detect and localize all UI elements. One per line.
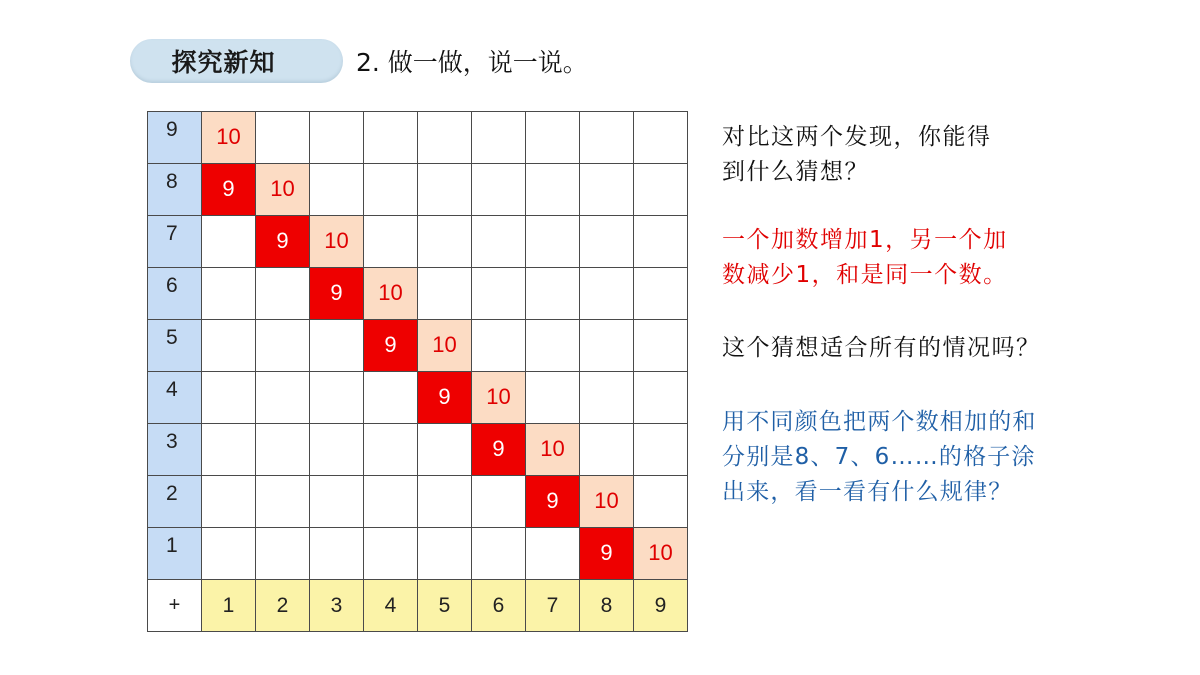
table-cell <box>202 476 256 528</box>
table-cell <box>472 216 526 268</box>
column-label: 8 <box>580 580 634 632</box>
table-cell <box>418 320 472 372</box>
table-cell <box>526 372 580 424</box>
table-row <box>148 320 688 372</box>
section-badge <box>130 39 343 83</box>
table-cell <box>310 424 364 476</box>
row-label <box>148 528 202 580</box>
question-2-line: 这个猜想适合所有的情况吗？ <box>722 335 1041 361</box>
table-cell <box>418 112 472 164</box>
row-label <box>148 424 202 476</box>
table-cell <box>580 268 634 320</box>
table-cell <box>256 424 310 476</box>
table-row <box>148 164 688 216</box>
table-cell <box>526 476 580 528</box>
table-row <box>148 372 688 424</box>
coloring-task <box>722 405 1037 510</box>
column-label: 7 <box>526 580 580 632</box>
table-row <box>148 216 688 268</box>
question-1-line-1: 对比这两个发现，你能得 <box>722 124 992 150</box>
column-label: 2 <box>256 580 310 632</box>
cell-value: 10 <box>324 227 349 253</box>
cell-value: 10 <box>594 487 619 513</box>
table-row <box>148 528 688 580</box>
table-cell <box>526 164 580 216</box>
column-label: 6 <box>472 580 526 632</box>
row-label <box>148 320 202 372</box>
table-cell <box>256 372 310 424</box>
row-label <box>148 476 202 528</box>
table-cell <box>310 112 364 164</box>
table-cell <box>310 476 364 528</box>
table-cell <box>472 424 526 476</box>
row-label <box>148 164 202 216</box>
row-label-text: 8 <box>166 170 178 193</box>
table-row <box>148 476 688 528</box>
table-cell <box>310 216 364 268</box>
table-row-header <box>148 580 688 632</box>
table-cell <box>256 528 310 580</box>
table-cell <box>472 112 526 164</box>
row-label-text: 1 <box>166 534 178 557</box>
table-cell <box>472 372 526 424</box>
plus-sign: + <box>148 580 202 632</box>
table-cell <box>634 528 688 580</box>
table-cell <box>310 528 364 580</box>
task-title: 2. 做一做，说一说。 <box>356 48 588 77</box>
table-cell <box>202 164 256 216</box>
table-cell <box>256 268 310 320</box>
row-label-text: 3 <box>166 430 178 453</box>
table-cell <box>364 320 418 372</box>
addition-table <box>147 111 688 632</box>
cell-value: 10 <box>216 123 241 149</box>
table-cell <box>580 424 634 476</box>
table-cell <box>364 216 418 268</box>
table-cell <box>418 528 472 580</box>
table-cell <box>526 320 580 372</box>
column-label: 4 <box>364 580 418 632</box>
table-cell <box>256 112 310 164</box>
table-cell <box>472 164 526 216</box>
table-cell <box>364 164 418 216</box>
table-cell <box>526 112 580 164</box>
section-title: 探究新知 <box>171 48 276 77</box>
task-line-1: 用不同颜色把两个数相加的和 <box>722 409 1037 435</box>
question-1 <box>722 120 992 190</box>
table-cell <box>472 320 526 372</box>
row-label-text: 7 <box>166 222 178 245</box>
cell-value: 9 <box>438 383 451 409</box>
table-cell <box>364 476 418 528</box>
table-cell <box>580 320 634 372</box>
row-label <box>148 268 202 320</box>
table-cell <box>580 112 634 164</box>
table-cell <box>310 268 364 320</box>
table-cell <box>202 268 256 320</box>
table-cell <box>418 424 472 476</box>
table-cell <box>364 528 418 580</box>
table-row <box>148 112 688 164</box>
cell-value: 10 <box>378 279 403 305</box>
cell-value: 10 <box>486 383 511 409</box>
table-cell <box>634 164 688 216</box>
table-cell <box>364 268 418 320</box>
table-cell <box>310 320 364 372</box>
cell-value: 9 <box>600 539 613 565</box>
cell-value: 9 <box>276 227 289 253</box>
cell-value: 10 <box>432 331 457 357</box>
cell-value: 9 <box>546 487 559 513</box>
column-label: 3 <box>310 580 364 632</box>
task-line-2: 分别是8、7、6……的格子涂 <box>722 444 1036 470</box>
row-label-text: 9 <box>166 118 178 141</box>
question-1-line-2: 到什么猜想？ <box>722 159 869 185</box>
table-cell <box>472 476 526 528</box>
column-label: 1 <box>202 580 256 632</box>
table-cell <box>634 112 688 164</box>
table-cell <box>256 164 310 216</box>
table-cell <box>634 268 688 320</box>
table-cell <box>634 216 688 268</box>
table-cell <box>202 424 256 476</box>
table-cell <box>202 372 256 424</box>
table-cell <box>256 476 310 528</box>
row-label-text: 6 <box>166 274 178 297</box>
table-cell <box>634 320 688 372</box>
table-cell <box>364 424 418 476</box>
table-cell <box>472 528 526 580</box>
table-cell <box>634 424 688 476</box>
table-cell <box>310 372 364 424</box>
table-cell <box>580 164 634 216</box>
row-label <box>148 372 202 424</box>
table-row <box>148 268 688 320</box>
row-label-text: 2 <box>166 482 178 505</box>
table-cell <box>580 372 634 424</box>
cell-value: 9 <box>492 435 505 461</box>
table-cell <box>580 216 634 268</box>
table-cell <box>364 112 418 164</box>
table-cell <box>472 268 526 320</box>
table-cell <box>526 528 580 580</box>
table-cell <box>202 216 256 268</box>
table-cell <box>202 112 256 164</box>
table-cell <box>310 164 364 216</box>
answer-line-2: 数减少1，和是同一个数。 <box>722 262 1008 288</box>
table-cell <box>202 320 256 372</box>
table-cell <box>418 268 472 320</box>
row-label <box>148 112 202 164</box>
table-cell <box>256 216 310 268</box>
table-cell <box>526 216 580 268</box>
conjecture-answer <box>722 223 1008 293</box>
question-2 <box>722 331 1041 366</box>
table-cell <box>418 372 472 424</box>
cell-value: 10 <box>540 435 565 461</box>
table-cell <box>634 476 688 528</box>
table-cell <box>202 528 256 580</box>
row-label-text: 4 <box>166 378 178 401</box>
table-cell <box>526 424 580 476</box>
table-cell <box>580 476 634 528</box>
table-cell <box>418 216 472 268</box>
row-label <box>148 216 202 268</box>
cell-value: 9 <box>222 175 235 201</box>
table-cell <box>364 372 418 424</box>
table-cell <box>580 528 634 580</box>
cell-value: 9 <box>330 279 343 305</box>
row-label-text: 5 <box>166 326 178 349</box>
table-row <box>148 424 688 476</box>
cell-value: 9 <box>384 331 397 357</box>
column-label: 5 <box>418 580 472 632</box>
cell-value: 10 <box>648 539 673 565</box>
column-label: 9 <box>634 580 688 632</box>
table-cell <box>418 476 472 528</box>
table-cell <box>256 320 310 372</box>
answer-line-1: 一个加数增加1，另一个加 <box>722 227 1008 253</box>
table-cell <box>526 268 580 320</box>
task-line-3: 出来，看一看有什么规律？ <box>722 479 1013 505</box>
table-cell <box>418 164 472 216</box>
table-cell <box>634 372 688 424</box>
cell-value: 10 <box>270 175 295 201</box>
